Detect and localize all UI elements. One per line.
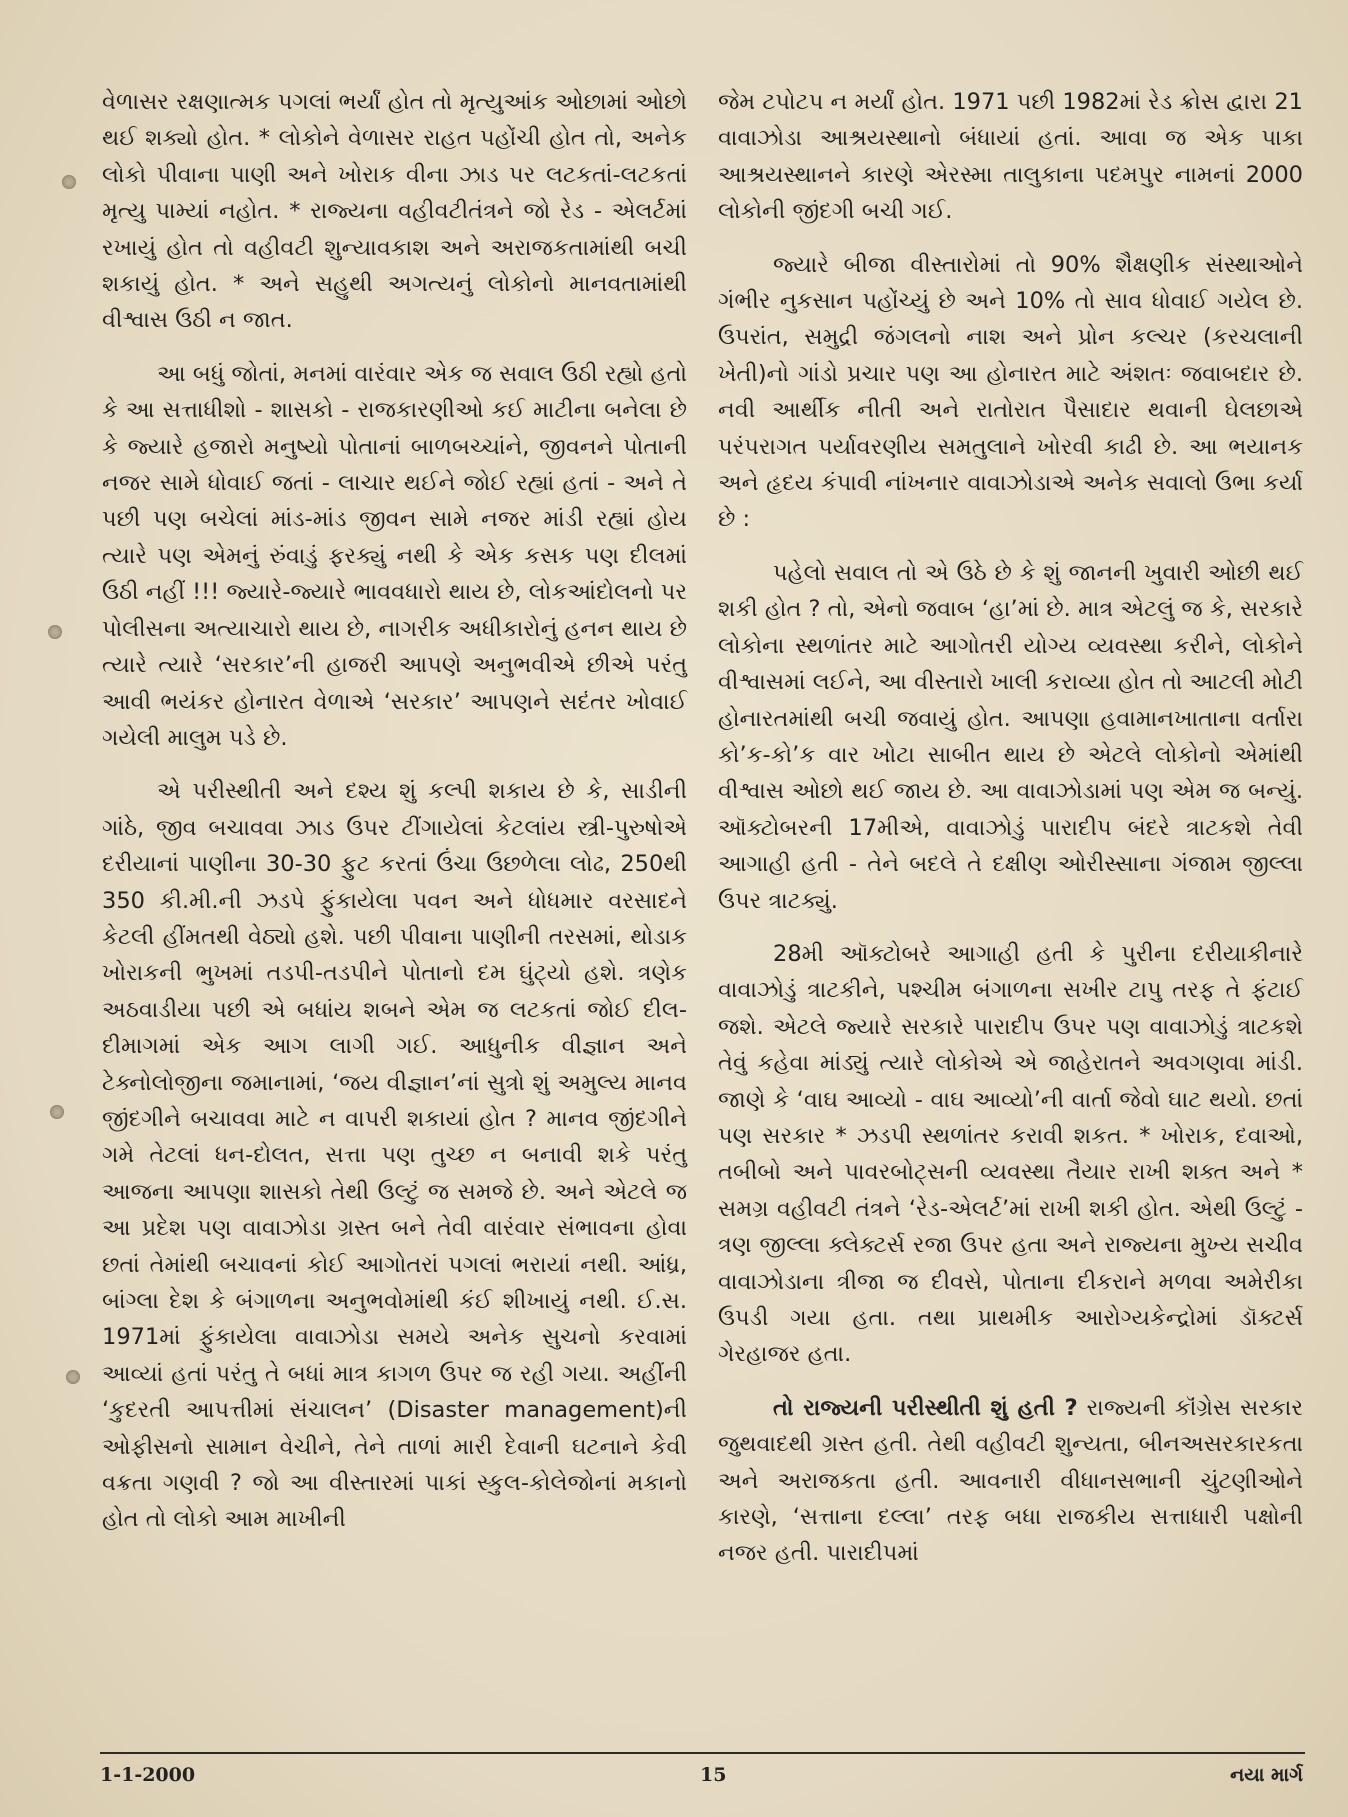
magazine-name: નયા માર્ગ [1230, 1764, 1303, 1786]
right-paragraph-4: 28મી ઑક્ટોબરે આગાહી હતી કે પુરીના દરીયાકીનારે વાવાઝોડું ત્રાટકીને, પશ્ચીમ બંગાળના સખીર ટાપુ તરફ તે ફંટાઈ જશે. એટલે જ્યારે સરકારે પારાદીપ ઉપર પણ વાવાઝોડું ત્રાટકશે તેવું કહેવા માંડ્યું ત્યારે લોકોએ એ જાહેરાતને અવગણવા માંડી. જાણે કે ‘વાઘ આવ્યો - વાઘ આવ્યો’ની વાર્તા જેવો ઘાટ થયો. છતાં પણ સરકાર * ઝડપી સ્થળાંતર કરાવી શકત. * ખોરાક, દવાઓ, તબીબો અને પાવરબોટ્સની વ્યવસ્થા તૈયાર રાખી શક્ત અને * સમગ્ર વહીવટી તંત્રને ‘રેડ-એલર્ટ’માં રાખી શકી હોત. એથી ઉલ્ટું - ત્રણ જીલ્લા ક્લેક્ટર્સ રજા ઉપર હતા અને રાજ્યના મુખ્ય સચીવ વાવાઝોડાના ત્રીજા જ દીવસે, પોતાના દીકરાને મળવા અમેરીકા ઉપડી ગયા હતા. તથા પ્રાથમીક આરોગ્યકેન્દ્રોમાં ડૉક્ટર્સ ગેરહાજર હતા. [718, 940, 1303, 1368]
right-paragraph-5 [718, 1390, 1303, 1572]
binding-hole [62, 175, 76, 189]
footer-divider [100, 1752, 1305, 1754]
left-paragraph-1: વેળાસર રક્ષણાત્મક પગલાં ભર્યાં હોત તો મૃત્યુઆંક ઓછામાં ઓછો થઈ શક્યો હોત. * લોકોને વેળાસર રાહત પહોંચી હોત તો, અનેક લોકો પીવાના પાણી અને ખોરાક વીના ઝાડ પર લટકતાં-લટકતાં મૃત્યુ પામ્યાં નહોત. * રાજ્યના વહીવટીતંત્રને જો રેડ - એલર્ટમાં રખાયું હોત તો વહીવટી શુન્યાવકાશ અને અરાજકતામાંથી બચી શકાયું હોત. * અને સહુથી અગત્યનું લોકોનો માનવતામાંથી વીશ્વાસ ઉઠી ન જાત. [102, 89, 687, 334]
right-column [718, 84, 1303, 1589]
left-paragraph-2: આ બધું જોતાં, મનમાં વારંવાર એક જ સવાલ ઉઠી રહ્યો હતો કે આ સત્તાધીશો - શાસકો - રાજકારણીઓ કઈ માટીના બનેલા છે કે જ્યારે હજારો મનુષ્યો પોતાનાં બાળબચ્ચાંને, જીવનને પોતાની નજર સામે ધોવાઈ જતાં - લાચાર થઈને જોઈ રહ્યાં હતાં - અને તે પછી પણ બચેલાં માંડ-માંડ જીવન સામે નજર માંડી રહ્યાં હોય ત્યારે પણ એમનું રુંવાડું ફરક્યું નથી કે એક કસક પણ દીલમાં ઉઠી નહીં !!! જ્યારે-જ્યારે ભાવવધારો થાય છે, લોકઆંદોલનો પર પોલીસના અત્યાચારો થાય છે, નાગરીક અધીકારોનું હનન થાય છે ત્યારે ત્યારે ‘સરકાર’ની હાજરી આપણે અનુભવીએ છીએ પરંતુ આવી ભયંકર હોનારત વેળાએ ‘સરકાર’ આપણને સદંતર ખોવાઈ ગયેલી માલુમ પડે છે. [102, 360, 687, 751]
issue-date: 1-1-2000 [100, 1764, 196, 1786]
binding-hole [48, 625, 62, 639]
left-column [102, 84, 687, 1555]
binding-hole [50, 1105, 64, 1119]
right-paragraph-5-body: રાજ્યની કૉંગ્રેસ સરકાર જુથવાદથી ગ્રસ્ત હતી. તેથી વહીવટી શુન્યતા, બીનઅસરકારકતા અને અરાજકતા હતી. આવનારી વીધાનસભાની ચુંટણીઓને કારણે, ‘સત્તાના દલ્લા’ તરફ બધા રાજકીય સત્તાધારી પક્ષોની નજર હતી. પારાદીપમાં [718, 1394, 1304, 1567]
page-number: 15 [700, 1764, 727, 1786]
right-paragraph-2: જ્યારે બીજા વીસ્તારોમાં તો 90% શૈક્ષણીક સંસ્થાઓને ગંભીર નુકસાન પહોંચ્યું છે અને 10% તો સાવ ધોવાઈ ગયેલ છે. ઉપરાંત, સમુદ્રી જંગલનો નાશ અને પ્રોન કલ્ચર (કરચલાની ખેતી)નો ગાંડો પ્રચાર પણ આ હોનારત માટે અંશતઃ જવાબદાર છે. નવી આર્થીક નીતી અને રાતોરાત પૈસાદાર થવાની ઘેલછાએ પરંપરાગત પર્યાવરણીય સમતુલાને ખોરવી કાઢી છે. આ ભયાનક અને હૃદય કંપાવી નાંખનાર વાવાઝોડાએ અનેક સવાલો ઉભા કર્યા છે : [718, 251, 1303, 533]
page-footer [100, 1758, 1305, 1794]
binding-hole [66, 1370, 80, 1384]
right-paragraph-3: પહેલો સવાલ તો એ ઉઠે છે કે શું જાનની ખુવારી ઓછી થઈ શકી હોત ? તો, એનો જવાબ ‘હા’માં છે. માત્ર એટલું જ કે, સરકારે લોકોના સ્થળાંતર માટે આગોતરી યોગ્ય વ્યવસ્થા કરીને, લોકોને વીશ્વાસમાં લઈને, આ વીસ્તારો ખાલી કરાવ્યા હોત તો આટલી મોટી હોનારતમાંથી બચી જવાયું હોત. આપણા હવામાનખાતાના વર્તારા કો’ક-કો’ક વાર ખોટા સાબીત થાય છે એટલે લોકોનો એમાંથી વીશ્વાસ ઓછો થઈ જાય છે. આ વાવાઝોડામાં પણ એમ જ બન્યું. ઑક્ટોબરની 17મીએ, વાવાઝોડું પારાદીપ બંદરે ત્રાટકશે તેવી આગાહી હતી - તેને બદલે તે દક્ષીણ ઓરીસ્સાના ગંજામ જીલ્લા ઉપર ત્રાટક્યું. [718, 559, 1303, 914]
left-paragraph-3: એ પરીસ્થીતી અને દશ્ય શું કલ્પી શકાય છે કે, સાડીની ગાંઠે, જીવ બચાવવા ઝાડ ઉપર ટીંગાયેલાં કેટલાંય સ્ત્રી-પુરુષોએ દરીયાનાં પાણીના 30-30 ફુટ કરતાં ઉંચા ઉછળેલા લોઢ, 250થી 350 કી.મી.ની ઝડપે ફુંકાયેલા પવન અને ધોધમાર વરસાદને કેટલી હીંમતથી વેઠ્યો હશે. પછી પીવાના પાણીની તરસમાં, થોડાક ખોરાકની ભુખમાં તડપી-તડપીને પોતાનો દમ ઘુંટ્યો હશે. ત્રણેક અઠવાડીયા પછી એ બધાંય શબને એમ જ લટકતાં જોઈ દીલ-દીમાગમાં એક આગ લાગી ગઈ. આધુનીક વીજ્ઞાન અને ટેક્નોલોજીના જમાનામાં, ‘જય વીજ્ઞાન’નાં સુત્રો શું અમુલ્ય માનવ જીંદગીને બચાવવા માટે ન વાપરી શકાયાં હોત ? માનવ જીંદગીને ગમે તેટલાં ધન-દોલત, સત્તા પણ તુચ્છ ન બનાવી શકે પરંતુ આજના આપણા શાસકો તેથી ઉલ્ટું જ સમજે છે. અને એટલે જ આ પ્રદેશ પણ વાવાઝોડા ગ્રસ્ત બને તેવી વારંવાર સંભાવના હોવા છતાં તેમાંથી બચાવનાં કોઈ આગોતરાં પગલાં ભરાયાં નથી. આંધ્ર, બાંગ્લા દેશ કે બંગાળના અનુભવોમાંથી કંઈ શીખાયું નથી. ઈ.સ. 1971માં ફુંકાયેલા વાવાઝોડા સમયે અનેક સુચનો કરવામાં આવ્યાં હતાં પરંતુ તે બધાં માત્ર કાગળ ઉપર જ રહી ગયા. અહીંની ‘કુદરતી આપત્તીમાં સંચાલન’ (Disaster management)ની ઓફીસનો સામાન વેચીને, તેને તાળાં મારી દેવાની ઘટનાને કેવી વક્રતા ગણવી ? જો આ વીસ્તારમાં પાકાં સ્કુલ-કોલેજોનાં મકાનો હોત તો લોકો આમ માખીની [102, 778, 687, 1533]
right-paragraph-1: જેમ ટપોટપ ન મર્યાં હોત. 1971 પછી 1982માં રેડ ક્રોસ દ્વારા 21 વાવાઝોડા આશ્રયસ્થાનો બંધાયાં હતાં. આવા જ એક પાકા આશ્રયસ્થાનને કારણે એરસ્મા તાલુકાના પદમપુર નામનાં 2000 લોકોની જીંદગી બચી ગઈ. [718, 89, 1303, 225]
section-question-heading: તો રાજ્યની પરીસ્થીતી શું હતી ? [773, 1394, 1078, 1421]
